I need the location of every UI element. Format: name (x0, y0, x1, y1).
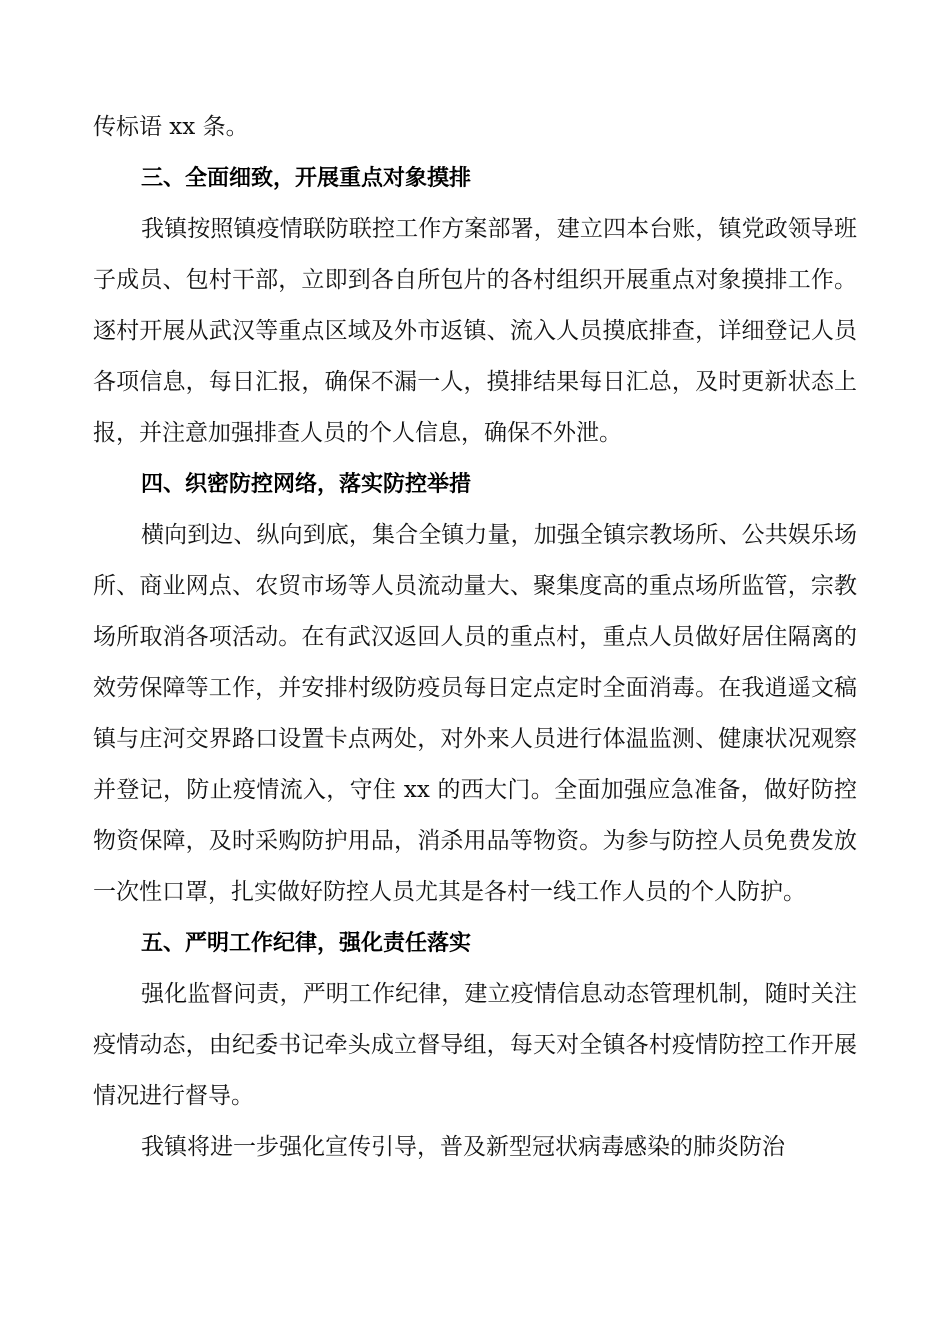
section-heading-3: 三、全面细致，开展重点对象摸排 (141, 166, 472, 191)
closing-paragraph: 我镇将进一步强化宣传引导，普及新型冠状病毒感染的肺炎防治 (141, 1134, 785, 1160)
intro-continuation: 传标语 xx 条。 (93, 114, 249, 140)
document-page (93, 102, 857, 1173)
section-5-paragraph: 强化监督问责，严明工作纪律，建立疫情信息动态管理机制，随时关注疫情动态，由纪委书记牵头成立督导组，每天对全镇各村疫情防控工作开展情况进行督导。 (93, 981, 857, 1109)
section-4-paragraph: 横向到边、纵向到底，集合全镇力量，加强全镇宗教场所、公共娱乐场所、商业网点、农贸市场等人员流动量大、聚集度高的重点场所监管，宗教场所取消各项活动。在有武汉返回人员的重点村，重点人员做好居住隔离的效劳保障等工作，并安排村级防疫员每日定点定时全面消毒。在我逍遥文稿镇与庄河交界路口设置卡点两处，对外来人员进行体温监测、健康状况观察并登记，防止疫情流入，守住 xx 的西大门。全面加强应急准备，做好防控物资保障，及时采购防护用品，消杀用品等物资。为参与防控人员免费发放一次性口罩，扎实做好防控人员尤其是各村一线工作人员的个人防护。 (93, 522, 857, 905)
section-heading-5: 五、严明工作纪律，强化责任落实 (141, 931, 472, 956)
section-heading-4: 四、织密防控网络，落实防控举措 (141, 472, 472, 497)
section-3-paragraph: 我镇按照镇疫情联防联控工作方案部署，建立四本台账，镇党政领导班子成员、包村干部，立即到各自所包片的各村组织开展重点对象摸排工作。逐村开展从武汉等重点区域及外市返镇、流入人员摸底排查，详细登记人员各项信息，每日汇报，确保不漏一人，摸排结果每日汇总，及时更新状态上报，并注意加强排查人员的个人信息，确保不外泄。 (93, 216, 857, 446)
